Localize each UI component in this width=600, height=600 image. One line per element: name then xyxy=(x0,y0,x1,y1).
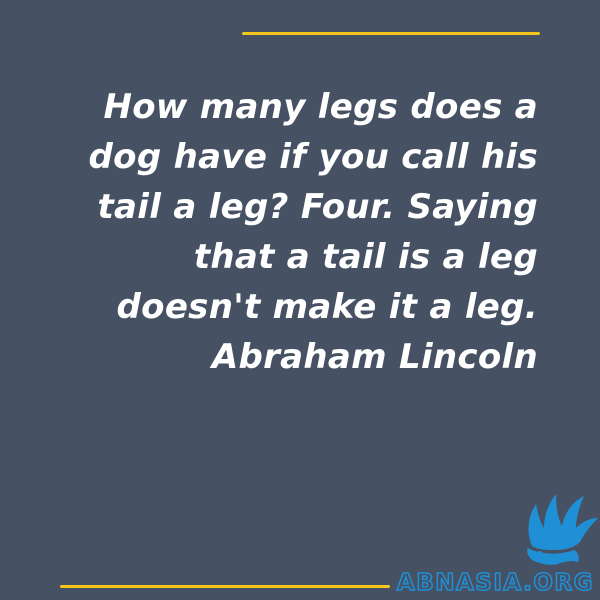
winged-lion-icon xyxy=(518,488,600,570)
top-accent-line xyxy=(242,32,540,35)
bottom-accent-line xyxy=(60,585,390,588)
quote-block xyxy=(38,82,538,382)
quote-text: How many legs does a dog have if you call his tail a leg? Four. Saying that a tail is a leg doesn't make it a leg. xyxy=(88,87,538,327)
watermark-text: ABNASIA.ORG xyxy=(396,570,594,596)
quote-author: Abraham Lincoln xyxy=(211,337,538,377)
